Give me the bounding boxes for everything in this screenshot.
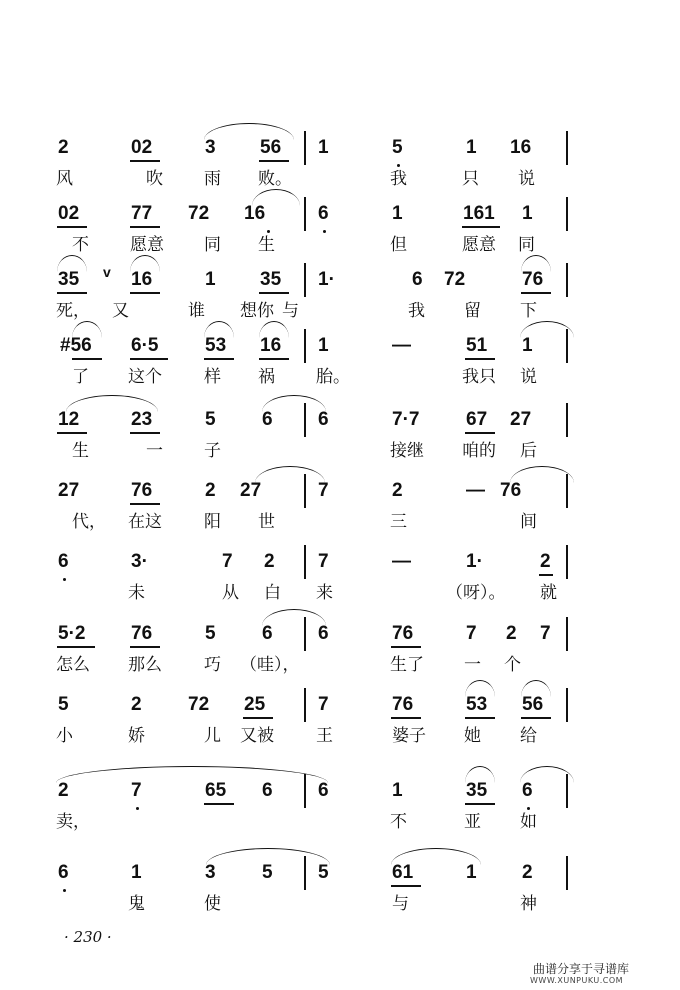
lyric: 阳 <box>204 512 221 532</box>
score-system-5 <box>0 409 680 481</box>
note: 7 <box>466 623 477 644</box>
note: 72 <box>444 269 466 290</box>
note: 02 <box>58 203 80 224</box>
score-system-8 <box>0 623 680 695</box>
note: 2 <box>264 551 275 572</box>
lyric: 风 <box>56 169 73 189</box>
note: 2 <box>131 694 142 715</box>
note: 6 <box>318 623 329 644</box>
score-system-3 <box>0 264 680 341</box>
lyric: 娇 <box>128 726 145 746</box>
note: 1· <box>318 269 335 290</box>
lyric: 巧 <box>204 655 221 675</box>
lyric: 与 <box>282 301 299 321</box>
lyric: 我 <box>390 169 407 189</box>
lyric: 白 <box>264 583 281 603</box>
lyric: 吹 <box>146 169 163 189</box>
note: 6 <box>318 780 329 801</box>
lyric: 与 <box>392 894 409 914</box>
note: #56 <box>60 335 92 356</box>
note: 5 <box>392 137 403 158</box>
lyric: （呀）。 <box>446 583 506 603</box>
lyric: 同 <box>204 235 221 255</box>
lyric: 接继 <box>390 441 424 461</box>
note: — <box>466 480 485 501</box>
note: 51 <box>466 335 488 356</box>
note: 1 <box>392 780 403 801</box>
lyric: 死， <box>56 301 90 321</box>
score-system-2 <box>0 203 680 275</box>
lyric: 败。 <box>258 169 292 189</box>
lyric: 鬼 <box>128 894 145 914</box>
lyric: 咱的 <box>462 441 496 461</box>
lyric: 谁 <box>188 301 205 321</box>
lyric: 未 <box>128 583 145 603</box>
note: 16 <box>131 269 153 290</box>
lyric: 不 <box>390 812 407 832</box>
lyric: 又被 <box>240 726 274 746</box>
note: 5·2 <box>58 623 86 644</box>
lyric: 代， <box>72 512 106 532</box>
breath-mark: v <box>103 264 111 280</box>
note: 2 <box>506 623 517 644</box>
lyric: 愿意 <box>462 235 496 255</box>
note: 25 <box>244 694 266 715</box>
lyric: 我只 <box>462 367 496 387</box>
note: 72 <box>188 694 210 715</box>
note: 1 <box>466 137 477 158</box>
note: 6 <box>318 409 329 430</box>
note: 76 <box>131 623 153 644</box>
note: 6 <box>58 862 69 883</box>
note: 1 <box>466 862 477 883</box>
page-number: · 230 · <box>64 928 112 946</box>
score-system-9 <box>0 694 680 766</box>
lyric: 但 <box>390 235 407 255</box>
watermark-text: 曲谱分享于寻谱库 <box>533 962 630 976</box>
lyric: 个 <box>504 655 521 675</box>
note: 2 <box>205 480 216 501</box>
note: 161 <box>463 203 495 224</box>
note: 35 <box>58 269 80 290</box>
note: 6 <box>412 269 423 290</box>
note: 76 <box>392 623 414 644</box>
score-system-7 <box>0 551 680 623</box>
lyric: 又 <box>112 301 129 321</box>
lyric: 一 <box>464 655 481 675</box>
note: 3 <box>205 137 216 158</box>
lyric: 祸 <box>258 367 275 387</box>
watermark-url: WWW.XUNPUKU.COM <box>530 976 624 985</box>
note: 2 <box>522 862 533 883</box>
note: 56 <box>522 694 544 715</box>
note: 2 <box>392 480 403 501</box>
note: 76 <box>522 269 544 290</box>
lyric: 卖， <box>56 812 90 832</box>
note: 27 <box>58 480 80 501</box>
note: 5 <box>58 694 69 715</box>
note: 6 <box>262 409 273 430</box>
note: 7 <box>318 551 329 572</box>
lyric: 婆子 <box>392 726 426 746</box>
lyric: 子 <box>204 441 221 461</box>
lyric: 想你 <box>240 301 274 321</box>
note: 7 <box>540 623 551 644</box>
lyric: 小 <box>56 726 73 746</box>
note: 35 <box>260 269 282 290</box>
lyric: 这个 <box>128 367 162 387</box>
lyric: 生了 <box>390 655 424 675</box>
note: 16 <box>510 137 532 158</box>
note: 6·5 <box>131 335 159 356</box>
lyric: 雨 <box>204 169 221 189</box>
note: 7 <box>318 694 329 715</box>
note: 7 <box>222 551 233 572</box>
lyric: 就 <box>540 583 557 603</box>
note: 16 <box>244 203 266 224</box>
lyric: 来 <box>316 583 333 603</box>
note: 76 <box>500 480 522 501</box>
lyric: 不 <box>72 235 89 255</box>
note: 16 <box>260 335 282 356</box>
lyric: （哇）， <box>240 655 300 675</box>
note: 2 <box>540 551 551 572</box>
note: 77 <box>131 203 153 224</box>
note: 35 <box>466 780 488 801</box>
note: 2 <box>58 137 69 158</box>
lyric: 留 <box>464 301 481 321</box>
note: 23 <box>131 409 153 430</box>
note: 56 <box>260 137 282 158</box>
note: 5 <box>205 623 216 644</box>
note: 1· <box>466 551 483 572</box>
score-system-6 <box>0 480 680 552</box>
note: 02 <box>131 137 153 158</box>
lyric: 胎。 <box>316 367 350 387</box>
note: 27 <box>510 409 532 430</box>
score-system-10 <box>0 780 680 852</box>
note: 2 <box>58 780 69 801</box>
note: 61 <box>392 862 414 883</box>
lyric: 间 <box>520 512 537 532</box>
note: 6 <box>522 780 533 801</box>
note: 76 <box>131 480 153 501</box>
note: 6 <box>262 623 273 644</box>
note: 72 <box>188 203 210 224</box>
note: 6 <box>318 203 329 224</box>
lyric: 了 <box>72 367 89 387</box>
lyric: 使 <box>204 894 221 914</box>
lyric: 她 <box>464 726 481 746</box>
note: 27 <box>240 480 262 501</box>
note: 67 <box>466 409 488 430</box>
note: 6 <box>58 551 69 572</box>
lyric: 生 <box>258 235 275 255</box>
lyric: 儿 <box>204 726 221 746</box>
note: 6 <box>262 780 273 801</box>
note: 1 <box>205 269 216 290</box>
note: 76 <box>392 694 414 715</box>
lyric: 从 <box>222 583 239 603</box>
lyric: 神 <box>520 894 537 914</box>
note: 1 <box>522 203 533 224</box>
note: 53 <box>466 694 488 715</box>
lyric: 我 <box>408 301 425 321</box>
lyric: 在这 <box>128 512 162 532</box>
lyric: 给 <box>520 726 537 746</box>
lyric: 世 <box>258 512 275 532</box>
note: 7·7 <box>392 409 420 430</box>
note: — <box>392 335 411 356</box>
lyric: 一 <box>146 441 163 461</box>
lyric: 说 <box>518 169 535 189</box>
note: 1 <box>522 335 533 356</box>
lyric: 怎么 <box>56 655 90 675</box>
note: 5 <box>262 862 273 883</box>
lyric: 只 <box>462 169 479 189</box>
lyric: 生 <box>72 441 89 461</box>
lyric: 如 <box>520 812 537 832</box>
note: 1 <box>318 335 329 356</box>
note: 1 <box>131 862 142 883</box>
lyric: 同 <box>518 235 535 255</box>
note: 3· <box>131 551 148 572</box>
lyric: 愿意 <box>130 235 164 255</box>
lyric: 后 <box>520 441 537 461</box>
lyric: 三 <box>390 512 407 532</box>
note: 5 <box>318 862 329 883</box>
score-system-1 <box>0 137 680 209</box>
note: 5 <box>205 409 216 430</box>
score-system-11 <box>0 862 680 934</box>
note: — <box>392 551 411 572</box>
note: 12 <box>58 409 80 430</box>
note: 65 <box>205 780 227 801</box>
note: 7 <box>131 780 142 801</box>
note: 1 <box>318 137 329 158</box>
note: 1 <box>392 203 403 224</box>
lyric: 样 <box>204 367 221 387</box>
note: 3 <box>205 862 216 883</box>
note: 53 <box>205 335 227 356</box>
lyric: 下 <box>520 301 537 321</box>
lyric: 王 <box>316 726 333 746</box>
lyric: 说 <box>520 367 537 387</box>
note: 7 <box>318 480 329 501</box>
lyric: 亚 <box>464 812 481 832</box>
lyric: 那么 <box>128 655 162 675</box>
